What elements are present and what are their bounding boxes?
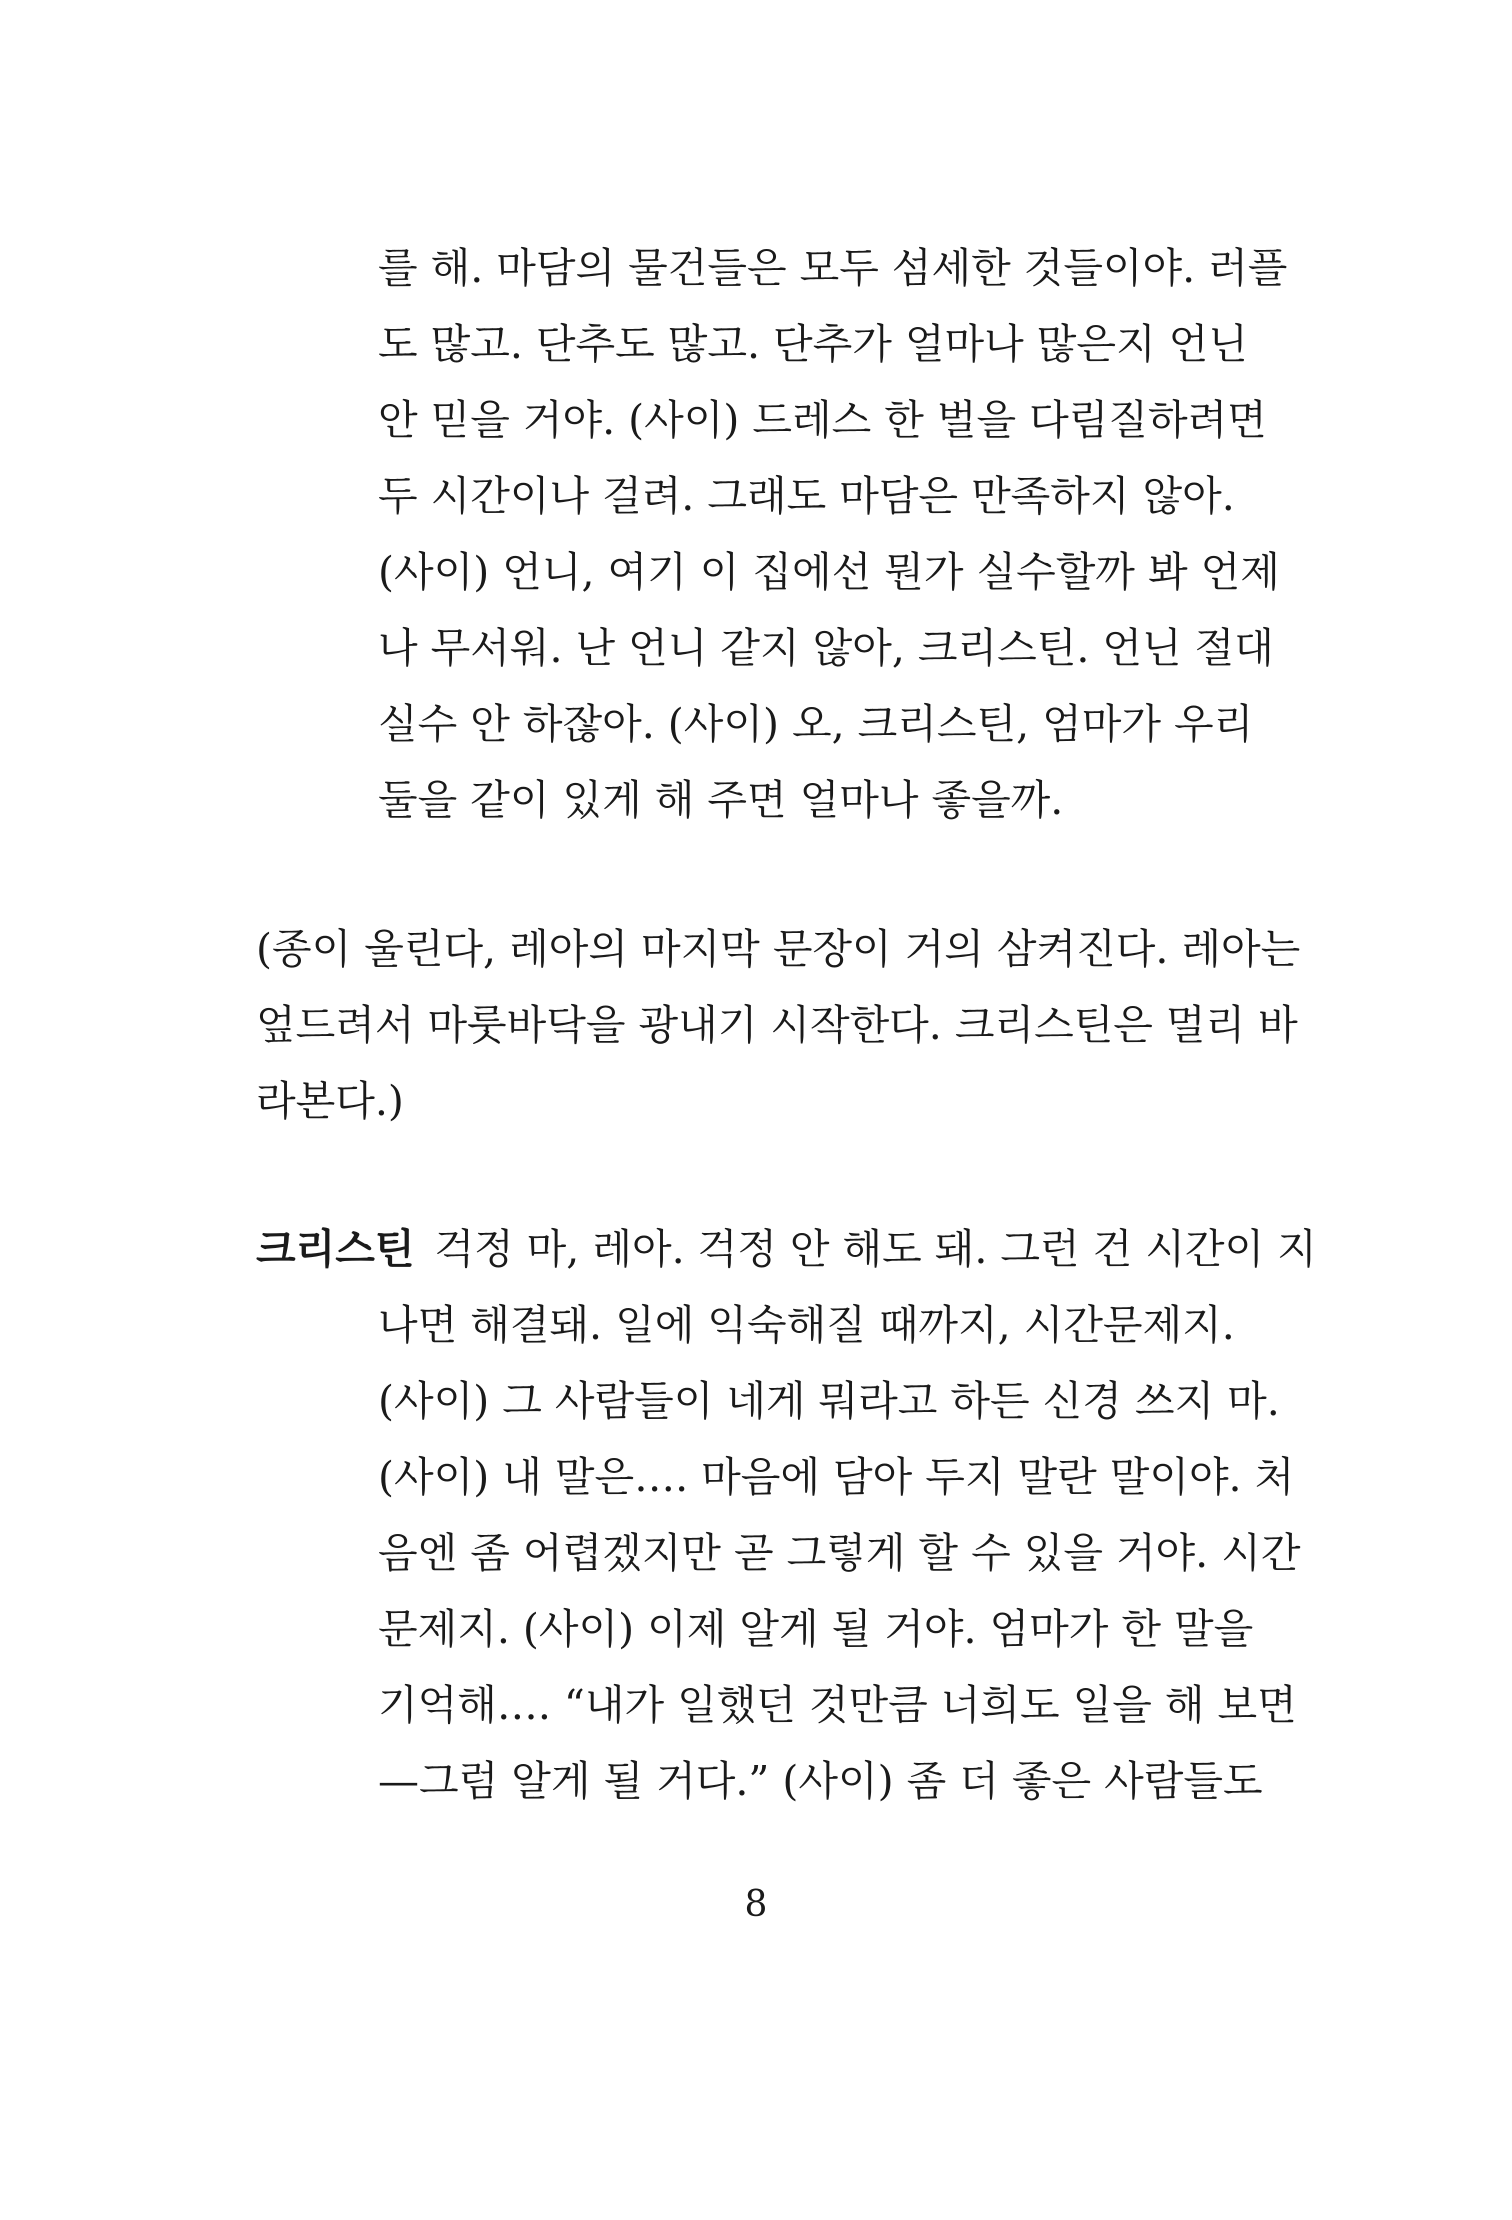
text-line: 둘을 같이 있게 해 주면 얼마나 좋을까. (378, 776, 1064, 824)
text-line: 기억해…. “내가 일했던 것만큼 너희도 일을 해 보면 (378, 1681, 1297, 1729)
text-line: (사이) 언니, 여기 이 집에선 뭔가 실수할까 봐 언제 (378, 548, 1280, 596)
text-line: 두 시간이나 걸려. 그래도 마담은 만족하지 않아. (378, 472, 1235, 520)
text-line: 라본다.) (256, 1077, 404, 1125)
text-line: 안 믿을 거야. (사이) 드레스 한 벌을 다림질하려면 (378, 396, 1267, 444)
text-line: 걱정 마, 레아. 걱정 안 해도 돼. 그런 건 시간이 지 (434, 1225, 1317, 1273)
text-line: 를 해. 마담의 물건들은 모두 섬세한 것들이야. 러플 (378, 244, 1288, 292)
dialogue-first-line (256, 1219, 1317, 1279)
text-line: —그럼 알게 될 거다.” (사이) 좀 더 좋은 사람들도 (378, 1757, 1263, 1805)
speaker-name: 크리스틴 (256, 1225, 415, 1273)
text-line: 실수 안 하잖아. (사이) 오, 크리스틴, 엄마가 우리 (378, 700, 1254, 748)
text-line: 음엔 좀 어렵겠지만 곧 그렇게 할 수 있을 거야. 시간 (378, 1529, 1301, 1577)
page-number: 8 (744, 1884, 768, 1925)
text-line: 나 무서워. 난 언니 같지 않아, 크리스틴. 언닌 절대 (378, 624, 1274, 672)
text-line: (종이 울린다, 레아의 마지막 문장이 거의 삼켜진다. 레아는 (256, 925, 1301, 973)
text-line: 문제지. (사이) 이제 알게 될 거야. 엄마가 한 말을 (378, 1605, 1254, 1653)
text-line: 엎드려서 마룻바닥을 광내기 시작한다. 크리스틴은 멀리 바 (256, 1001, 1298, 1049)
text-line: 도 많고. 단추도 많고. 단추가 얼마나 많은지 언닌 (378, 320, 1248, 368)
text-line: (사이) 그 사람들이 네게 뭐라고 하든 신경 쓰지 마. (378, 1377, 1280, 1425)
text-line: (사이) 내 말은…. 마음에 담아 두지 말란 말이야. 처 (378, 1453, 1295, 1501)
text-line: 나면 해결돼. 일에 익숙해질 때까지, 시간문제지. (378, 1301, 1235, 1349)
